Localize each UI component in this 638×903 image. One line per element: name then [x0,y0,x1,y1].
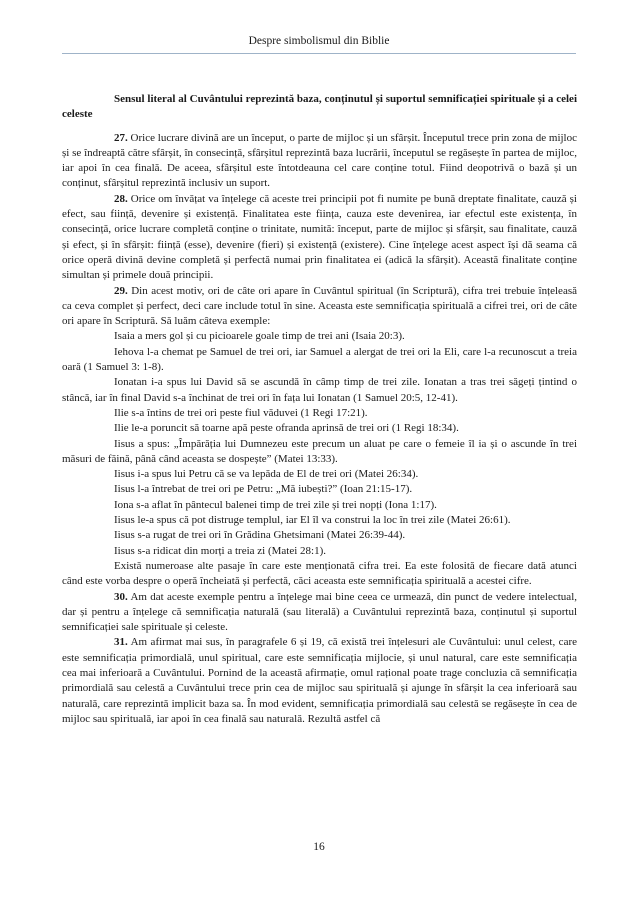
paragraph-number: 31. [114,636,128,649]
example-item: Ilie s-a întins de trei ori peste fiul văduvei (1 Regi 17:21). [114,406,368,419]
running-header: Despre simbolismul din Biblie [248,35,390,47]
example-item: Iisus i-a spus lui Petru că se va lepăda de El de trei ori (Matei 26:34). [114,468,419,481]
paragraph-27 [62,131,577,192]
header-divider [62,53,576,54]
example-item: Ilie le-a poruncit să toarne apă peste ofranda aprinsă de trei ori (1 Regi 18:34). [114,422,459,435]
paragraph-number: 27. [114,131,128,144]
paragraph-text: Orice om învățat va înțelege că aceste trei principii pot fi numite pe bună dreptate finalitate, cauză și efect, sau ființă, devenire și existență. Finalitatea este ființa, cauza este devenirea, iar efectul este existența, în consecință, orice lucrare completă conține o trinitate, numită: început, parte de mijloc și sfârșit, sau finalitate, cauză și efect, și în sfârșit: ființă (esse), devenire (fieri) și existență (existere). Cine înțelege acest aspect își dă seama că orice operă divină devine completă și perfectă numai prin finalitatea ei (adică la sfârșit). Această finalitate conține simultan și primele două principii. [62,192,577,282]
example-item: Iisus le-a spus că pot distruge templul, iar El îl va construi la loc în trei zile (Matei 26:61). [114,514,511,527]
paragraph-28 [62,192,577,284]
example-item: Iona s-a aflat în pântecul balenei timp de trei zile și trei nopți (Iona 1:17). [114,498,437,511]
paragraph-31 [62,635,577,727]
example-item: Iisus l-a întrebat de trei ori pe Petru: „Mă iubești?” (Ioan 21:15-17). [114,483,413,496]
example-item: Iisus s-a rugat de trei ori în Grădina Ghetsimani (Matei 26:39-44). [114,529,406,542]
example-item: Isaia a mers gol și cu picioarele goale timp de trei ani (Isaia 20:3). [114,330,405,343]
example-item: Iisus s-a ridicat din morți a treia zi (Matei 28:1). [114,544,326,557]
page-number: 16 [313,841,325,853]
page-body [62,92,577,727]
paragraph-number: 30. [114,590,128,603]
example-item: Iehova l-a chemat pe Samuel de trei ori, iar Samuel a alergat de trei ori la Eli, care l-a recunoscut a treia oară (1 Samuel 3: 1-8). [62,345,577,374]
paragraph-text: Orice lucrare divină are un început, o parte de mijloc și un sfârșit. Începutul trece prin zona de mijloc și se îndreaptă către sfârșit, în consecință, sfârșitul reprezintă baza lucrării, începutul se regăsește în partea de mijloc, iar apoi în cea finală. De aceea, sfârșitul este întotdeauna cel care conține totul. Fiind deopotrivă o bază și un conținut, sfârșitul reprezintă inclusiv un suport. [62,131,577,190]
example-item: Iisus a spus: „Împărăția lui Dumnezeu este precum un aluat pe care o femeie îl ia și o ascunde în trei măsuri de făină, până când aceasta se dospește” (Matei 13:33). [62,437,577,465]
paragraph-number: 29. [114,284,128,297]
paragraph-29 [62,284,577,330]
example-summary: Există numeroase alte pasaje în care este menționată cifra trei. Ea este folosită de fiecare dată atunci când este vorba despre o operă încheiată și perfectă, căci aceasta este semnificația spirituală a acestei cifre. [62,559,577,588]
example-item: Ionatan i-a spus lui David să se ascundă în câmp timp de trei zile. Ionatan a tras trei săgeți țintind o stâncă, iar în final David s-a închinat de trei ori în fața lui Ionatan (1 Samuel 20:5, 12-41). [62,376,577,404]
paragraph-text: Din acest motiv, ori de câte ori apare în Cuvântul spiritual (în Scriptură), cifra trei trebuie înțeleasă ca ceva complet și perfect, deci care include totul în sine. Aceasta este semnificația spirituală a cifrei trei, ori de câte ori apare în Scriptură. Să luăm câteva exemple: [62,284,577,328]
paragraph-text: Am dat aceste exemple pentru a înțelege mai bine ceea ce urmează, din punct de vedere intelectual, dar și pentru a înțelege că semnificația naturală (sau literală) a Cuvântului reprezintă baza, conținutul și suportul semnificației sale spirituale și celeste. [62,590,577,634]
paragraph-text: Am afirmat mai sus, în paragrafele 6 și 19, că există trei înțelesuri ale Cuvântului: unul celest, care este semnificația primordială, unul spiritual, care este semnificația mijlocie, și unul natural, care este semnificația cea mai inferioară a Cuvântului. Pornind de la această afirmație, omul rațional poate trage concluzia că semnificația primordială sau celestă a Cuvântului trece prin cea de mijloc sau spirituală și ajunge în sfârșit la cea inferioară sau naturală, care reprezintă implicit baza sa. În mod evident, semnificația primordială sau celestă se regăsește în cea de mijloc sau spirituală, iar apoi în cea finală sau naturală. Rezultă astfel că [62,636,577,725]
paragraph-number: 28. [114,192,128,205]
paragraph-30 [62,590,577,636]
section-title: Sensul literal al Cuvântului reprezintă baza, conținutul și suportul semnificației spirituale și a celei celeste [62,93,577,121]
